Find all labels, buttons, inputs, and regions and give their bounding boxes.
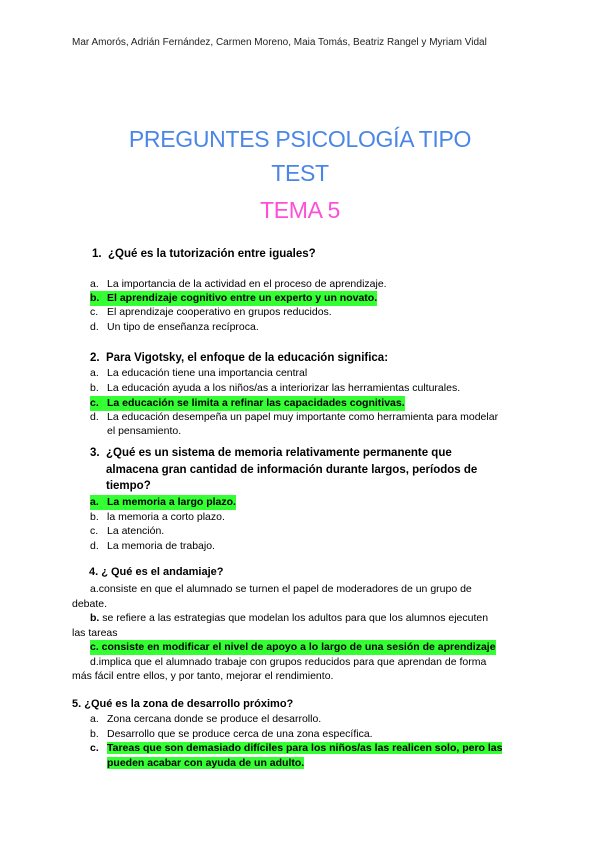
q3-option-d <box>90 539 215 554</box>
q3-option-b <box>90 510 225 525</box>
document-title-line1: PREGUNTES PSICOLOGÍA TIPO <box>128 126 472 152</box>
question-3-line2: almacena gran cantidad de información durante largos, períodos de <box>106 464 478 476</box>
option-letter: a. <box>90 496 99 508</box>
q1-option-a <box>90 277 387 292</box>
question-number: 3. <box>90 447 100 459</box>
option-text: Desarrollo que se produce cerca de una zona específica. <box>107 728 373 740</box>
question-3-line3: tiempo? <box>106 480 151 492</box>
option-letter: b. <box>90 728 99 740</box>
option-text: La memoria de trabajo. <box>107 540 215 552</box>
authors-header: Mar Amorós, Adrián Fernández, Carmen Moreno, Maia Tomás, Beatriz Rangel y Myriam Vidal <box>72 37 487 48</box>
q1-option-d <box>90 320 259 335</box>
option-text: La atención. <box>107 525 165 537</box>
q2-option-d-continuation: el pensamiento. <box>107 425 182 437</box>
q2-option-d <box>90 410 498 425</box>
question-number: 1. <box>92 248 102 260</box>
q5-option-a <box>90 712 321 727</box>
option-letter: c. <box>90 397 99 409</box>
q4-option-d-line1: d.implica que el alumnado trabaje con grupos reducidos para que aprendan de forma <box>90 656 487 668</box>
question-text-line1: ¿Qué es un sistema de memoria relativamente permanente que <box>105 447 452 459</box>
q4-option-b-line2: las tareas <box>72 627 118 639</box>
q4-option-c-correct: c. consiste en modificar el nivel de apoyo a lo largo de una sesión de aprendizaje <box>90 641 496 653</box>
option-letter: d. <box>90 321 99 333</box>
option-letter: d. <box>90 411 99 423</box>
option-letter: a. <box>90 278 99 290</box>
option-text: La importancia de la actividad en el proceso de aprendizaje. <box>107 278 387 290</box>
question-number: 2. <box>90 352 100 364</box>
option-text: El aprendizaje cooperativo en grupos reducidos. <box>107 306 332 318</box>
option-letter: b. <box>90 612 100 624</box>
option-text-continuation: pueden acabar con ayuda de un adulto. <box>107 757 305 769</box>
option-letter: b. <box>90 511 99 523</box>
q4-option-d-line2: más fácil entre ellos, y por tanto, mejorar el rendimiento. <box>72 670 334 682</box>
option-text: El aprendizaje cognitivo entre un experto y un novato. <box>107 292 378 304</box>
question-text: Para Vigotsky, el enfoque de la educación significa: <box>105 352 389 364</box>
q2-option-b <box>90 381 460 396</box>
option-letter: b. <box>90 382 99 394</box>
option-letter: a. <box>90 367 99 379</box>
q3-option-c <box>90 524 164 539</box>
question-4: 4. ¿ Qué es el andamiaje? <box>89 566 224 578</box>
document-title-line2: TEST <box>271 160 329 186</box>
option-text: La educación ayuda a los niños/as a interiorizar las herramientas culturales. <box>107 382 461 394</box>
option-letter: d. <box>90 540 99 552</box>
q1-option-b-correct <box>90 291 377 306</box>
option-text: La educación desempeña un papel muy importante como herramienta para modelar <box>107 411 499 423</box>
option-letter: b. <box>90 292 100 304</box>
q5-option-c-continuation <box>107 756 304 771</box>
option-text: se refiere a las estrategias que modelan los adultos para que los alumnos ejecuten <box>99 612 489 624</box>
q2-option-a <box>90 366 307 381</box>
option-text: Un tipo de enseñanza recíproca. <box>107 321 259 333</box>
question-text: ¿Qué es la tutorización entre iguales? <box>107 248 316 260</box>
option-letter: c. <box>90 742 99 754</box>
question-5: 5. ¿Qué es la zona de desarrollo próximo? <box>72 698 294 710</box>
q4-option-b-line1 <box>90 611 488 626</box>
option-text: La educación tiene una importancia central <box>107 367 308 379</box>
option-text: La educación se limita a refinar las capacidades cognitivas. <box>107 397 405 409</box>
question-3 <box>90 445 452 462</box>
option-text: la memoria a corto plazo. <box>107 511 225 523</box>
q4-option-a-line1: a.consiste en que el alumnado se turnen el papel de moderadores de un grupo de <box>90 583 472 595</box>
q4-option-a-line2: debate. <box>72 598 108 610</box>
option-letter: c. <box>90 525 99 537</box>
option-text: Zona cercana donde se produce el desarrollo. <box>107 713 322 725</box>
option-text: Tareas que son demasiado difíciles para los niños/as las realicen solo, pero las <box>107 742 503 754</box>
option-letter: a. <box>90 713 99 725</box>
q3-option-a-correct <box>90 495 236 510</box>
q1-option-c <box>90 305 332 320</box>
q5-option-c-correct <box>90 741 502 756</box>
question-2 <box>90 350 388 367</box>
q2-option-c-correct <box>90 396 405 411</box>
document-subtitle: TEMA 5 <box>259 197 340 223</box>
option-text: La memoria a largo plazo. <box>107 496 236 508</box>
option-letter: c. <box>90 306 99 318</box>
q5-option-b <box>90 727 373 742</box>
question-1 <box>92 246 316 263</box>
